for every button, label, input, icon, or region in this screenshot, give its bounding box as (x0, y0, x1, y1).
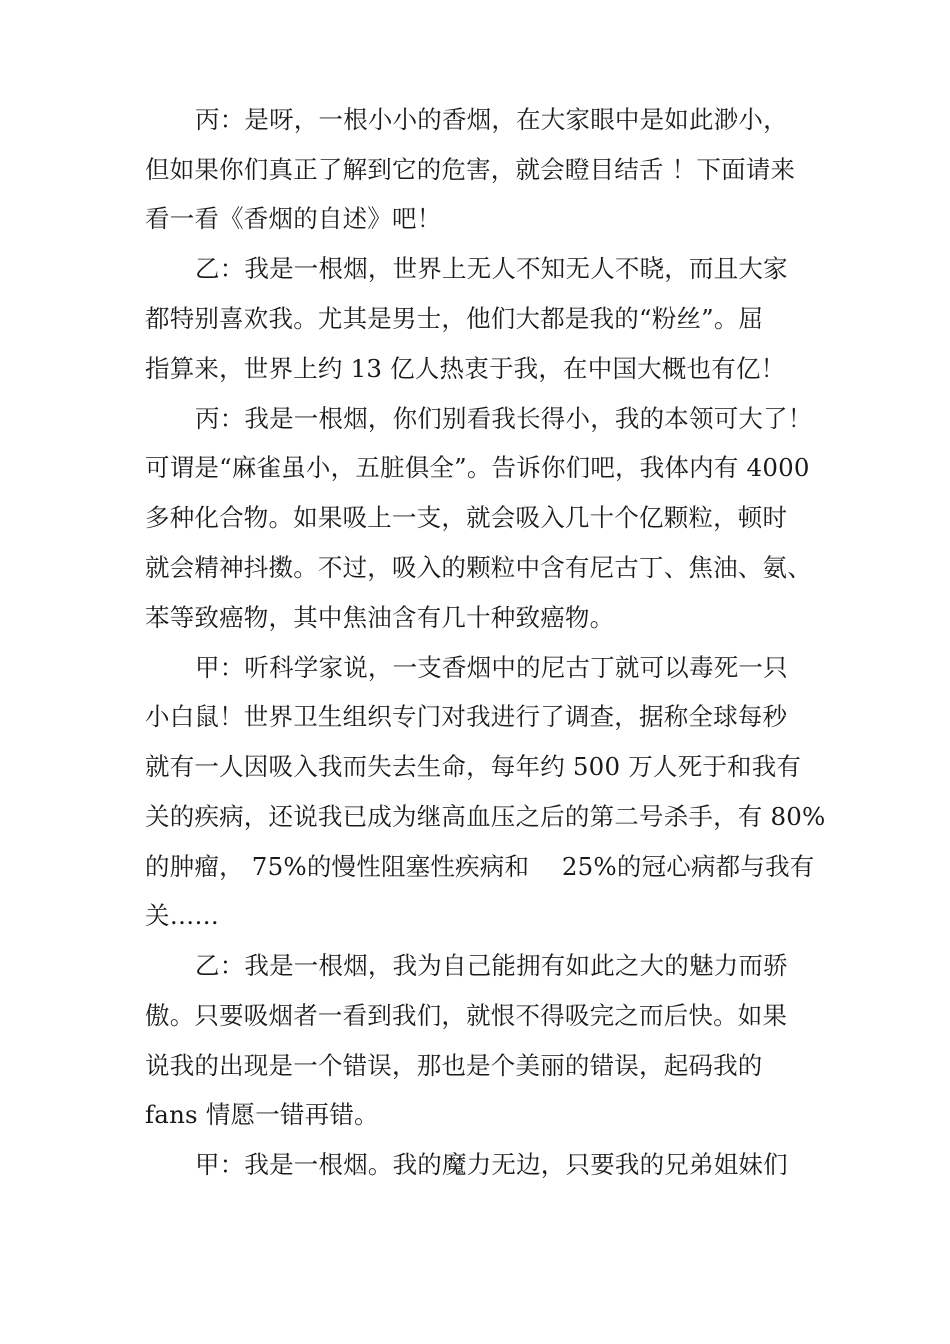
text-line: 就会精神抖擞。不过，吸入的颗粒中含有尼古丁、焦油、氨、 (145, 553, 812, 582)
text-line: 就有一人因吸入我而失去生命，每年约 500 万人死于和我有 (145, 752, 802, 781)
text-line: 但如果你们真正了解到它的危害，就会瞪目结舌 ！下面请来 (145, 155, 796, 184)
text-line: 甲：听科学家说，一支香烟中的尼古丁就可以毒死一只 (195, 653, 788, 682)
text-line: 的肿瘤， 75%的慢性阻塞性疾病和 25%的冠心病都与我有 (145, 852, 815, 881)
text-line: 乙：我是一根烟，我为自己能拥有如此之大的魅力而骄 (195, 951, 788, 980)
text-line: 丙：是呀，一根小小的香烟，在大家眼中是如此渺小， (195, 105, 788, 134)
text-line: 都特别喜欢我。尤其是男士，他们大都是我的“粉丝”。屈 (145, 304, 764, 333)
text-line: 看一看《香烟的自述》吧！ (145, 204, 442, 233)
text-line: 傲。只要吸烟者一看到我们，就恨不得吸完之而后快。如果 (145, 1001, 788, 1030)
text-line: 可谓是“麻雀虽小，五脏俱全”。告诉你们吧，我体内有 4000 (145, 453, 810, 482)
text-line: 多种化合物。如果吸上一支，就会吸入几十个亿颗粒，顿时 (145, 503, 788, 532)
text-line: 指算来，世界上约 13 亿人热衷于我，在中国大概也有亿！ (145, 354, 786, 383)
text-line: 甲：我是一根烟。我的魔力无边，只要我的兄弟姐妹们 (195, 1150, 788, 1179)
text-line: 苯等致癌物，其中焦油含有几十种致癌物。 (145, 603, 615, 632)
text-line: fans 情愿一错再错。 (145, 1100, 379, 1129)
text-line: 小白鼠！世界卫生组织专门对我进行了调查，据称全球每秒 (145, 702, 788, 731)
text-line: 关的疾病，还说我已成为继高血压之后的第二号杀手，有 80% (145, 802, 826, 831)
text-line: 丙：我是一根烟，你们别看我长得小，我的本领可大了！ (195, 404, 813, 433)
text-line: 说我的出现是一个错误，那也是个美丽的错误，起码我的 (145, 1051, 763, 1080)
text-line: 关…… (145, 901, 220, 930)
text-line: 乙：我是一根烟，世界上无人不知无人不晓，而且大家 (195, 254, 788, 283)
